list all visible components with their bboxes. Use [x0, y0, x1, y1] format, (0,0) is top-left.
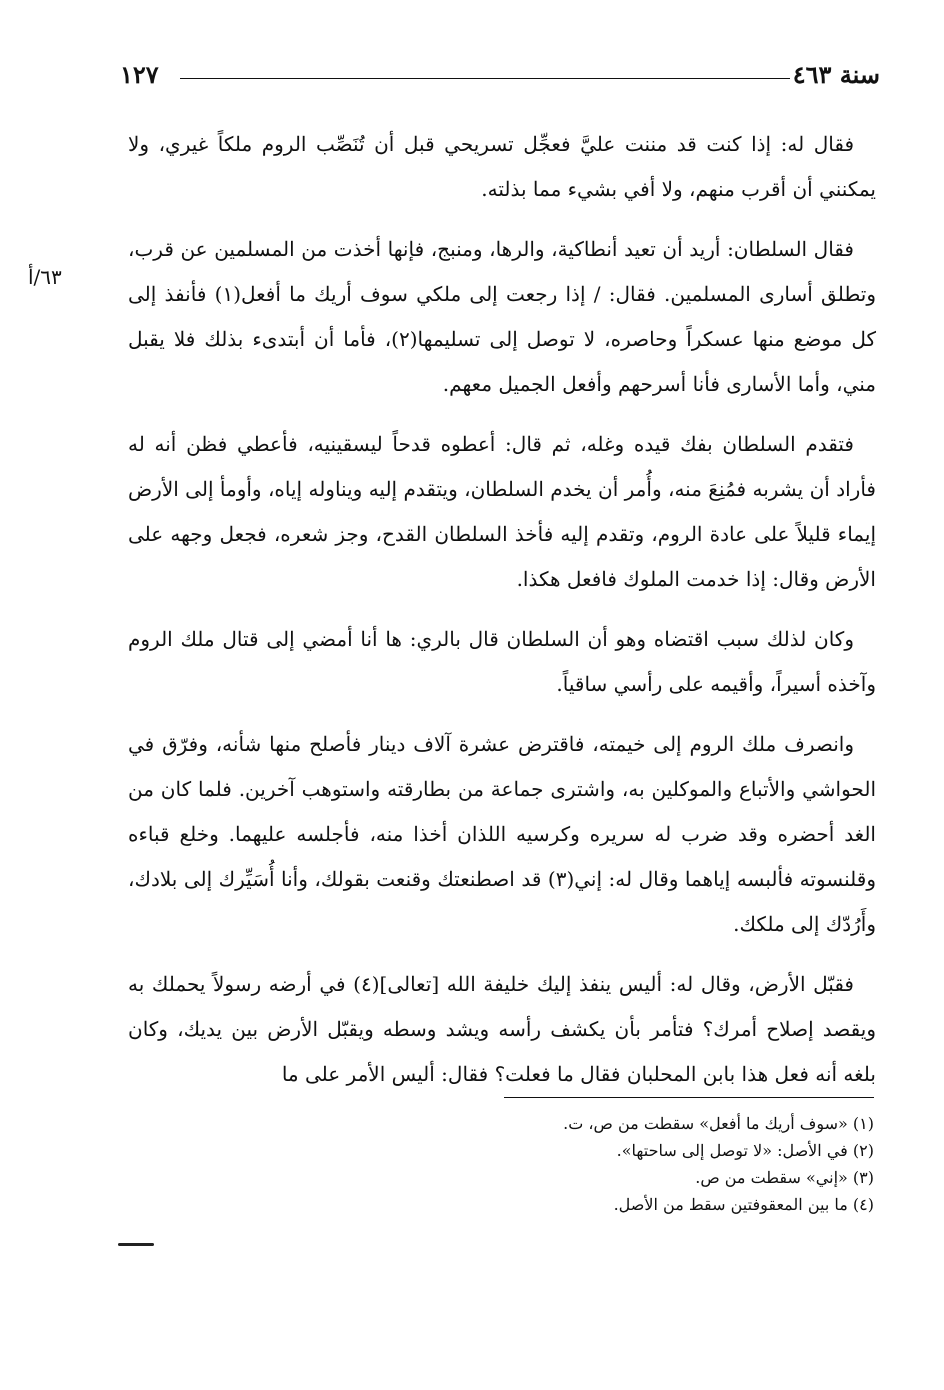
- page-number: ١٢٧: [120, 60, 159, 89]
- main-text: [128, 122, 876, 1097]
- footnote: (٣) «إني» سقطت من ص.: [695, 1168, 874, 1187]
- paragraph: فقال له: إذا كنت قد مننت عليَّ فعجِّل تسريحي قبل أن تُنَصِّب الروم ملكاً غيري، ولا يمكنني أن أقرب منهم، ولا أفي بشيء مما بذلته.: [128, 132, 876, 201]
- footnote: (٤) ما بين المعقوفتين سقط من الأصل.: [613, 1195, 874, 1214]
- paragraph: فقال السلطان: أريد أن تعيد أنطاكية، والرها، ومنبج، فإنها أخذت من المسلمين عن قرب، وتطلق أسارى المسلمين. فقال: / إذا رجعت إلى ملكي سوف أريك ما أفعل(١) فأنفذ إلى كل موضع منها عسكراً وحاصره، لا توصل إلى تسليمها(٢)، فأما أن أبتدىء بذلك فلا يقبل مني، وأما الأسارى فأنا أسرحهم وأفعل الجميل معهم.: [128, 237, 877, 396]
- footnotes: [374, 1110, 874, 1218]
- paragraph: وانصرف ملك الروم إلى خيمته، فاقترض عشرة آلاف دينار فأصلح منها شأنه، وفرّق في الحواشي والأتباع والموكلين به، واشترى جماعة من بطارقته واستوهب آخرين. فلما كان من الغد أحضره وقد ضرب له سريره وكرسيه اللذان أخذا منه، فأجلسه عليهما. وخلع قباءه وقلنسوته فألبسه إياهما وقال له: إني(٣) قد اصطنعتك وقنعت بقولك، وأنا أُسَيِّرك إلى بلادك، وأَرُدّك إلى ملكك.: [128, 732, 876, 936]
- footnote: (٢) في الأصل: «لا توصل إلى ساحتها».: [616, 1141, 874, 1160]
- header-year: سنة ٤٦٣: [792, 60, 880, 89]
- manuscript-folio-note: ٦٣/أ: [28, 265, 62, 289]
- running-header: [120, 58, 880, 98]
- paragraph: وكان لذلك سبب اقتضاه وهو أن السلطان قال بالري: ها أنا أمضي إلى قتال ملك الروم وآخذه أسيراً، وأقيمه على رأسي ساقياً.: [128, 627, 876, 696]
- scan-dash-mark: [118, 1243, 154, 1246]
- footnote-rule: [504, 1097, 874, 1098]
- paragraph: فتقدم السلطان بفك قيده وغله، ثم قال: أعطوه قدحاً ليسقينيه، فأعطي فظن أنه له فأراد أن يشربه فمُنِعَ منه، وأُمر أن يخدم السلطان، ويتقدم إليه ويناوله إياه، وأومأ إلى الأرض إيماء قليلاً على عادة الروم، وتقدم إليه فأخذ السلطان القدح، وجز شعره، فجعل وجهه على الأرض وقال: إذا خدمت الملوك فافعل هكذا.: [128, 432, 876, 591]
- header-rule: [180, 78, 790, 79]
- footnote: (١) «سوف أريك ما أفعل» سقطت من ص، ت.: [563, 1114, 874, 1133]
- paragraph: فقبّل الأرض، وقال له: أليس ينفذ إليك خليفة الله [تعالى](٤) في أرضه رسولاً يحملك به ويقصد إصلاح أمرك؟ فتأمر بأن يكشف رأسه ويشد وسطه ويقبّل الأرض بين يديك، وكان بلغه أنه فعل هذا بابن المحلبان فقال ما فعلت؟ فقال: أليس الأمر على ما: [128, 972, 876, 1086]
